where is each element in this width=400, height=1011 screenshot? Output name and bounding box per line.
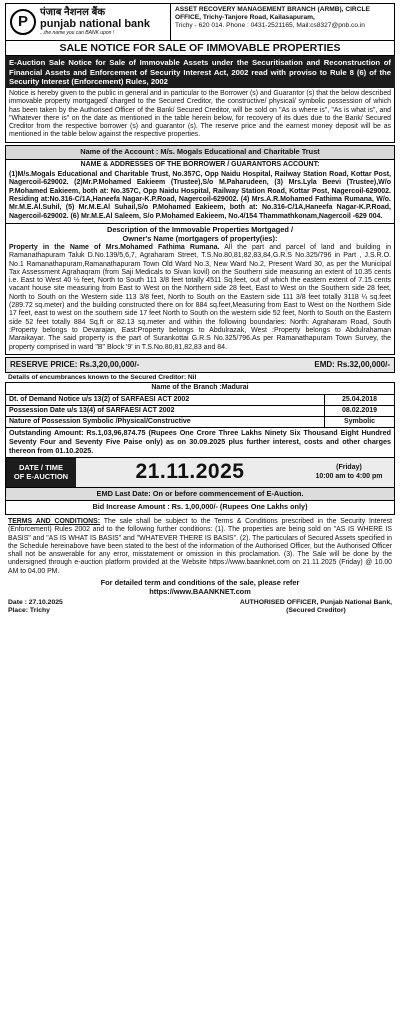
- table-row: [6, 383, 395, 394]
- notice-title: SALE NOTICE FOR SALE OF IMMOVABLE PROPERTIES: [5, 41, 395, 56]
- outstanding-amount: Outstanding Amount: Rs.1,03,96,874.75 (Rupees One Crore Three Lakhs Ninety Six Thousand Eight Hundred Seventy Four and Seventy Five Paise only) as on 30.09.2025 plus further interest, costs and other charges thereon from 01.10.2025.: [5, 428, 395, 457]
- bank-logo: [6, 4, 171, 40]
- eauction-intro: E-Auction Sale Notice for Sale of Immovable Assets under the Securitisation and Reconstruction of Financial Assets and Enforcement of Security Interest Act, 2002 read with proviso to Rule 8 (6) of the Security Interest (Enforcement) Rules, 2002: [5, 56, 395, 88]
- reserve-price: RESERVE PRICE: Rs.3,20,00,000/-: [10, 360, 140, 370]
- authorised-officer: AUTHORISED OFFICER, Punjab National Bank,: [239, 599, 392, 607]
- borrowers-text: (1)M/s.Mogals Educational and Charitable Trust, No.357C, Opp Naidu Hospital, Railway Station Road, Kottar Post, Nagercoil-629002. (2)Mr.P.Mohamed Eakieem (Trustee),S/o M.Paharudeen, (3) Mrs.Lyla Beevi (Trustee),W/o P.Mohamed Eakieem, both at: No.357C, Opp Naidu Hospital, Railway Station Road, Kottar Post, Nagercoil-629002. Residing at:No.316-C/1A,Haneefa Nagar-K.P.Road, Nagercoil-629002. (4) Mrs.A.R.Mohamed Fathima Rumana, W/o. Mr.M.E.Al.Suhil, (5) Mr.M.E.Al Suhail,S/o P.Mohamed Eakieem, both at: No.316-C/1A,Haneefa Nagar-K.P.Road, Nagercoil-629002. (6) Mr.M.E.Al Saleem, S/o P.Mohamed Eakieem, No.4/154 Thammathkonam,Nagercoil -629 004.: [9, 170, 391, 220]
- branch-address: [171, 4, 394, 40]
- table-cell-value: Symbolic: [325, 417, 395, 428]
- emd-last-date: EMD Last Date: On or before commencement of E-Auction.: [5, 488, 395, 502]
- auction-label-2: OF E-AUCTION: [13, 472, 69, 482]
- description-body: [6, 244, 394, 354]
- table-row: [6, 394, 395, 405]
- auction-date-row: [5, 458, 395, 488]
- auction-label-1: DATE / TIME: [18, 462, 64, 472]
- emd-amount: EMD: Rs.32,00,000/-: [314, 360, 390, 370]
- bid-increase: Bid Increase Amount : Rs. 1,00,000/- (Rupees One Lakhs only): [5, 501, 395, 515]
- borrowers-heading: NAME & ADDRESSES OF THE BORROWER / GUARANTORS ACCOUNT:: [80, 160, 320, 168]
- authorised-officer-sub: (Secured Creditor): [286, 607, 346, 615]
- terms-and-conditions: [5, 515, 395, 577]
- bank-name-hindi: पंजाब नैशनल बैंक: [40, 6, 106, 18]
- footer-date: Date : 27.10.2025: [8, 599, 63, 607]
- terms-title: TERMS AND CONDITIONS:: [8, 518, 101, 525]
- table-cell-label: Possession Date u/s 13(4) of SARFAESI ACT 2002: [6, 405, 325, 416]
- notice-header: [5, 3, 395, 41]
- details-note: [5, 577, 395, 598]
- pnb-logo-icon: P: [10, 9, 36, 35]
- encumbrances: Details of encumbrances known to the Secured Creditor: Nil: [8, 373, 197, 381]
- bank-tagline: ...the name you can BANK upon !: [40, 30, 115, 37]
- notice-footer: [5, 598, 395, 617]
- auction-date-label: [6, 458, 76, 487]
- bank-name-english: punjab national bank: [40, 18, 151, 31]
- branch-name: ASSET RECOVERY MANAGEMENT BRANCH (ARMB), CIRCLE OFFICE, Trichy-Tanjore Road, Kailasapuram,: [175, 6, 370, 22]
- auction-website-link[interactable]: https://www.BAANKNET.com: [149, 587, 251, 596]
- table-cell-value: 08.02.2019: [325, 405, 395, 416]
- auction-time: [304, 463, 394, 481]
- details-note-text: For detailed term and conditions of the sale, please refer: [100, 577, 300, 587]
- notice-paragraph: Notice is hereby given to the public in general and in particular to the Borrower (s) and Guarantor (s) that the below described immovable property mortgaged/ charged to the Secured Creditor, the constructive/ physical/ symbolic possession of which has been taken by the Authorised Officer of the Bank/ Secured Creditor, will be sold on "As is where is", "As is what is", and "Whatever there is" on the date as mentioned in the table herein below, for recovery of its dues due to the Bank/ Secured Creditor from the respective borrower (s) and guarantor (s). The reserve price and the earnest money deposit will be as mentioned in the table below against the respective properties.: [5, 88, 395, 143]
- property-description: [5, 224, 395, 355]
- table-cell-label: Nature of Possession Symbolic /Physical/Constructive: [6, 417, 325, 428]
- possession-table: [5, 382, 395, 428]
- description-text: All the part and parcel of land and building in Ramanathapuram Taluk D.No.139/5,6,7, Agraharam Street, T.S.No.80,81,82,83,84,G.R.S No.325/796 in Part , J.S.R.O. No.1 Ramanathapuram,Ramanathapuram Town Old Ward No.3, New Ward No.2, Present Ward 30, as per the Municipal Tax Assessment Agrahaqram (from Saji Medicals to Sivan kovil) on the Southern side measuring an extent of 10.35 cents i.e. East to West 40 ½ feet, North to South 111 3/8 feet totally 4511 Sq.feet, out of which the eastern extent of 7.15 cents vacant house site measuring from East to West on the Northern side 28 feet, East to West on the Southern side 28 feet, North to South on the Western side 113 3/8 feet, North to South on the Eastern side 111 3/8 feet totally 3118 ¼ sq.feet (289.72 sq.meter) and the building constructed there on for 884 sq.feet,Measuring from East to West on the Northern Side 17 feet, east to west on the southern side 17 feet North to South on the western side 52 feet, North to South on the Eastern side 52 feet totally 884 Sq.ft or 82.13 sq.meter and within the following boundaries: North: Agraharam Road, South :Property belongs to Devarajan, East:Property belongs to Abdulrazak, West :Property belongs to Abdulrahaman Maraikayar. The said property is the part of Surankottai G.R.S No.325/796.As per Ramanathapuram Town Survey, the property comprised in ward "B" Block '9' in T.S.No.80,81,82,83 and 84.: [9, 243, 391, 351]
- table-row: [6, 417, 395, 428]
- branch-contact: Trichy - 620 014. Phone : 0431-2521165, Mail:cs8327@pnb.co.in: [175, 22, 365, 30]
- price-row: [5, 357, 395, 372]
- footer-place: Place: Trichy: [8, 607, 50, 615]
- auction-date: 21.11.2025: [135, 459, 245, 483]
- table-cell-value: 25.04.2018: [325, 394, 395, 405]
- description-heading-1: Description of the Immovable Properties Mortgaged /: [106, 225, 294, 235]
- borrowers-section: [5, 160, 395, 225]
- table-cell-label: Dt. of Demand Notice u/s 13(2) of SARFAESI ACT 2002: [6, 394, 325, 405]
- description-lead: Property in the Name of Mrs.Mohamed Fathima Rumana.: [9, 243, 220, 251]
- table-row: [6, 405, 395, 416]
- account-name: Name of the Account : M/s. Mogals Educational and Charitable Trust: [5, 145, 395, 160]
- description-heading-2: Owner's Name (mortgagers of property(ies):: [122, 233, 278, 243]
- auction-day: (Friday): [336, 464, 362, 472]
- auction-hours: 10:00 am to 4:00 pm: [315, 473, 383, 481]
- terms-text: The sale shall be subject to the Terms & Conditions prescribed in the Security Interest (Enforcement) Rules 2002 and to the following further conditions: (1). The properties are being sold on "AS IS WHERE IS BASIS" and "AS IS WHAT IS BASIS" and "WHATEVER THERE IS BASIS". (2). The particulars of Secured Assets specified in the Schedule hereinabove have been stated to the best of the information of the Authorised Officer, but the Authorised Officer shall not be answerable for any error, misstatement or omission in this proclamation. (3). The Sale will be done by the undersigned through e-auction platform provided at the Website https://www.baanknet.com on 21.11.2025 (Friday) @ 10.00 AM to 04.00 PM.: [8, 518, 392, 575]
- branch-row: Name of the Branch :Madurai: [6, 383, 395, 394]
